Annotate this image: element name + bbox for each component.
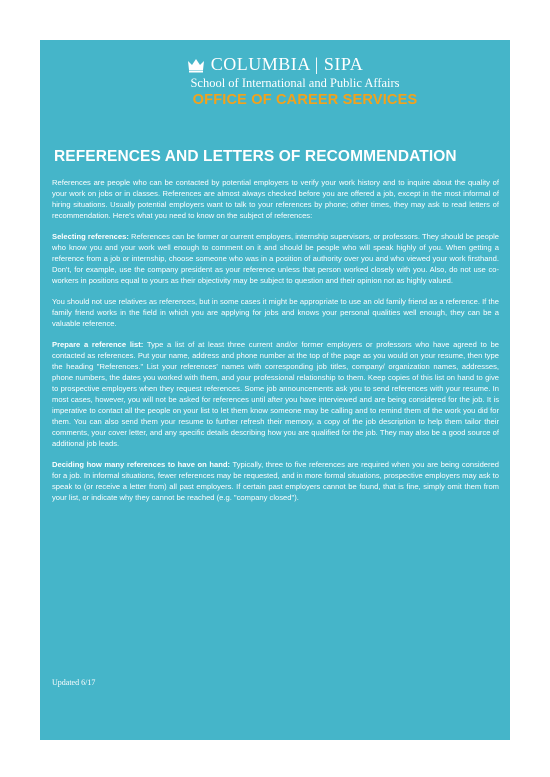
office-name: OFFICE OF CAREER SERVICES [192,92,418,108]
document-body [52,177,499,513]
deciding-paragraph [52,459,499,503]
deciding-lead: Deciding how many references to have on hand: [52,460,231,469]
document-panel [40,40,510,740]
updated-note: Updated 6/17 [52,678,96,687]
prepare-text: Type a list of at least three current and/or former employers or professors who have agreed to be contacted as references. Put your name, address and phone number at the top of the page as you would on your resume, then type the heading "References." List your references' names with corresponding job titles, company/ organization names, addresses, phone numbers, the dates you worked with them, and your professional relationship to them. Keep copies of this list on hand to give to prospective employers when they request references. Some job announcements ask you to send references with your resume. In most cases, however, you will not be asked for references until after you have interviewed and are being considered for the job. It is imperative to contact all the people on your list to let them know someone may be calling and to remind them of the work you did for them. You can also send them your resume to further refresh their memory, a copy of the job description to help them tailor their comments, your cover letter, and any specific details describing how you are qualified for the job. They may also be a good source of additional job leads. [52,340,500,448]
school-name: School of International and Public Affairs [190,76,400,90]
letterhead [40,54,510,108]
wordmark: COLUMBIA | SIPA [210,54,364,74]
deciding-text: Typically, three to five references are required when you are being considered for a job. In informal situations, fewer references may be requested, and in more formal situations, prospective employers may ask to speak to (or receive a letter from) all past employers. If certain past employers cannot be found, that is fine, simply omit them from your list, or indicate why they cannot be reached (e.g. "company closed"). [52,460,499,502]
logo [40,54,510,75]
selecting-text: References can be former or current employers, internship supervisors, or professors. They should be people who know you and your work well enough to comment on it and should be people who will speak highly of you. When getting a reference from a job or internship, choose someone who was in a position of authority over you and who viewed your work firsthand. Don't, for example, use the company president as your reference unless that person worked closely with you. Also, do not use co-workers in positions equal to yours as their objectivity may be subject to question and their opinion not as highly valued. [52,232,499,285]
page-title: REFERENCES AND LETTERS OF RECOMMENDATION [54,148,457,165]
prepare-paragraph [52,339,499,449]
crown-icon [187,57,205,73]
relatives-paragraph: You should not use relatives as references, but in some cases it might be appropriate to use an old family friend as a reference. If the family friend works in the field in which you are applying for jobs and knows your personal qualities well enough, they can be a valuable reference. [52,297,499,328]
prepare-lead: Prepare a reference list: [52,340,144,349]
selecting-paragraph [52,231,499,286]
selecting-lead: Selecting references: [52,232,129,241]
intro-paragraph: References are people who can be contacted by potential employers to verify your work history and to inquire about the quality of your work on jobs or in classes. References are almost always checked before you are offered a job, except in the most informal of hiring situations. Usually potential employers want to talk to your references by phone; other times, they may ask to read letters of recommendation. Here's what you need to know on the subject of references: [52,178,499,220]
